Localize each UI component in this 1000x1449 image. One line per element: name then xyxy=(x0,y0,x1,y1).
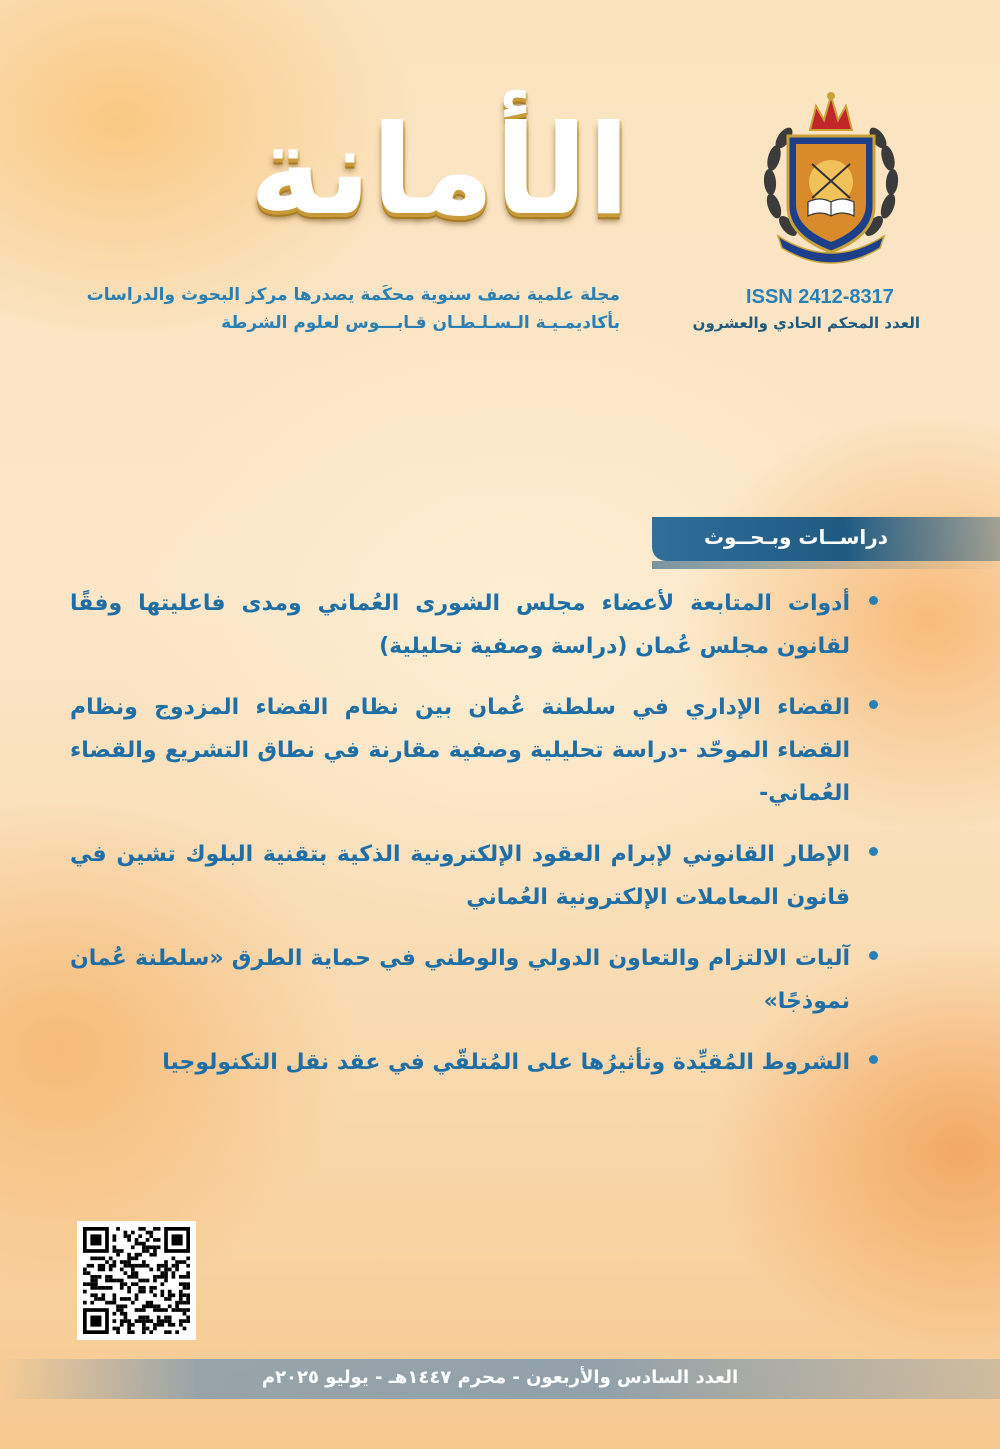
issue-ordinal: العدد المحكم الحادي والعشرون xyxy=(692,314,920,332)
article-title: الإطار القانوني لإبرام العقود الإلكترونية الذكية بتقنية البلوك تشين في قانون المعاملات الإلكترونية العُماني xyxy=(70,842,850,910)
article-item xyxy=(70,582,900,668)
logo-text: الأمانة xyxy=(249,99,630,243)
bullet-icon xyxy=(869,951,878,960)
bullet-icon xyxy=(869,596,878,605)
article-item xyxy=(70,937,900,1023)
article-list xyxy=(70,582,900,1102)
issn: ISSN 2412-8317 xyxy=(746,286,894,308)
article-item xyxy=(70,686,900,815)
issue-line: العدد السادس والأربعون - محرم ١٤٤٧هـ - يوليو ٢٠٢٥م xyxy=(261,1367,739,1388)
article-item xyxy=(70,1041,900,1084)
article-title: الشروط المُقيِّدة وتأثيرُها على المُتلقّي في عقد نقل التكنولوجيا xyxy=(162,1050,850,1075)
article-item xyxy=(70,833,900,919)
qr-code-pattern xyxy=(83,1227,190,1334)
journal-logo xyxy=(90,86,630,276)
footer-bar xyxy=(0,1359,1000,1399)
bullet-icon xyxy=(869,1055,878,1064)
article-title: آليات الالتزام والتعاون الدولي والوطني في حماية الطرق «سلطنة عُمان نموذجًا» xyxy=(70,946,850,1014)
tagline-line1: مجلة علمية نصف سنوية محكَمة يصدرها مركز البحوث والدراسات xyxy=(86,285,620,305)
section-tab xyxy=(652,517,1000,561)
academy-emblem-icon xyxy=(760,86,902,270)
article-title: القضاء الإداري في سلطنة عُمان بين نظام القضاء المزدوج ونظام القضاء الموحّد -دراسة تحليلية وصفية مقارنة في نطاق التشريع والقضاء العُماني- xyxy=(70,695,850,806)
bullet-icon xyxy=(869,700,878,709)
article-title: أدوات المتابعة لأعضاء مجلس الشورى العُماني ومدى فاعليتها وفقًا لقانون مجلس عُمان (دراسة وصفية تحليلية) xyxy=(70,591,850,659)
tagline-line2: بأكاديمـيـة الـسـلـطـان قـابـــوس لعلوم الشرطة xyxy=(221,313,620,333)
qr-code-icon[interactable] xyxy=(77,1221,196,1340)
section-title: دراســات وبـحــوث xyxy=(703,525,888,549)
bullet-icon xyxy=(869,847,878,856)
